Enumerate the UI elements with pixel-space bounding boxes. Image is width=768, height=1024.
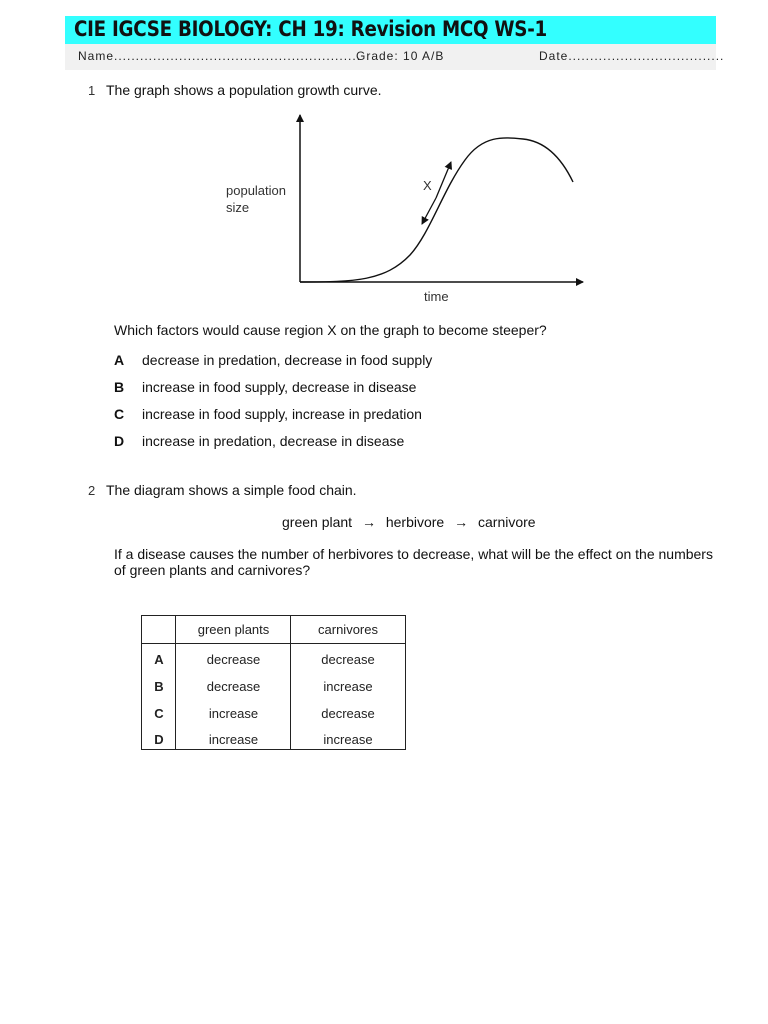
food-chain-carnivore: carnivore [478, 514, 536, 530]
table-row[interactable] [142, 673, 405, 700]
population-growth-graph [215, 105, 600, 310]
student-info-bar [65, 44, 725, 70]
table-cell-carnivores: increase [323, 679, 373, 694]
question-1-stem: The graph shows a population growth curve. [106, 82, 382, 98]
table-header-row [142, 616, 405, 643]
graph-y-label-1: population [226, 183, 286, 198]
table-cell-green-plants: decrease [206, 652, 261, 667]
question-2-prompt-line-2: of green plants and carnivores? [114, 562, 311, 578]
table-row[interactable] [142, 646, 405, 673]
option-b-text[interactable]: increase in food supply, decrease in disease [142, 379, 417, 395]
date-field[interactable]: Date.................................... [539, 49, 725, 63]
table-cell-green-plants: decrease [206, 679, 261, 694]
table-header-empty [142, 616, 176, 643]
table-cell-carnivores: decrease [321, 706, 375, 721]
table-row-letter: A [154, 652, 164, 667]
food-chain-arrow-2: → [454, 514, 469, 530]
graph-x-label: time [424, 289, 449, 304]
table-header-green-plants: green plants [197, 622, 270, 637]
growth-curve [300, 138, 573, 282]
table-row[interactable] [142, 700, 405, 727]
region-x-arrow [422, 198, 436, 224]
question-1-prompt: Which factors would cause region X on the graph to become steeper? [114, 322, 547, 338]
option-c-letter: C [114, 406, 125, 422]
table-cell-carnivores: increase [323, 732, 373, 747]
option-a-text[interactable]: decrease in predation, decrease in food supply [142, 352, 433, 368]
option-c-text[interactable]: increase in food supply, increase in predation [142, 406, 422, 422]
table-row-letter: B [154, 679, 164, 694]
answer-table [141, 615, 406, 750]
option-d-text[interactable]: increase in predation, decrease in disease [142, 433, 405, 449]
name-field[interactable]: Name......................................................... [78, 49, 362, 63]
worksheet-title: CIE IGCSE BIOLOGY: CH 19: Revision MCQ WS-1 [74, 17, 547, 41]
option-a-letter: A [114, 352, 125, 368]
table-cell-green-plants: increase [208, 732, 259, 747]
food-chain-green-plant: green plant [282, 514, 353, 530]
food-chain-arrow-1: → [361, 514, 376, 530]
table-cell-carnivores: decrease [321, 652, 375, 667]
header-bar [65, 16, 716, 44]
question-2-prompt-line-1: If a disease causes the number of herbivores to decrease, what will be the effect on the numbers [114, 546, 713, 562]
question-2-stem: The diagram shows a simple food chain. [106, 482, 357, 498]
table-row[interactable] [142, 726, 405, 753]
question-1-number: 1 [88, 83, 96, 98]
region-x-label: X [423, 178, 432, 193]
food-chain [282, 514, 536, 530]
grade-label: Grade: 10 A/B [356, 49, 445, 63]
graph-y-label-2: size [226, 200, 250, 215]
table-header-carnivores: carnivores [318, 622, 378, 637]
question-2-number: 2 [88, 483, 96, 498]
option-d-letter: D [114, 433, 125, 449]
region-x-arrow-upper [436, 162, 451, 198]
table-row-letter: C [154, 706, 164, 721]
table-row-letter: D [154, 732, 164, 747]
table-cell-green-plants: increase [208, 706, 259, 721]
option-b-letter: B [114, 379, 125, 395]
food-chain-herbivore: herbivore [385, 514, 445, 530]
